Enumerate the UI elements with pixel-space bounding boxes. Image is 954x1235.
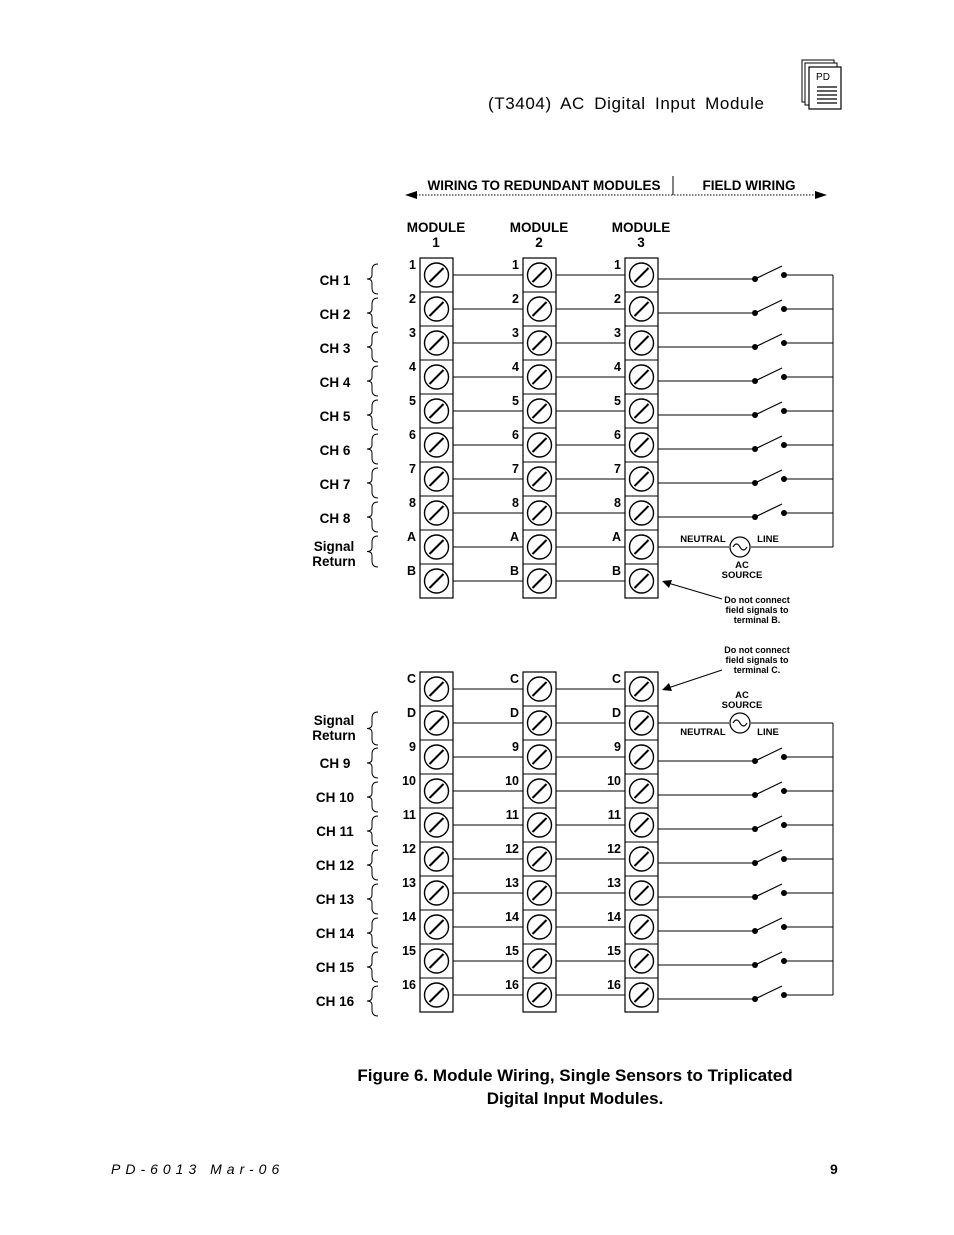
channel-label: CH 13: [315, 892, 355, 907]
terminal-label: 1: [614, 258, 621, 272]
channel-brace: [367, 816, 378, 846]
channel-label: CH 10: [315, 790, 355, 805]
switch-blade: [755, 402, 782, 415]
switch-blade: [755, 918, 782, 931]
channel-brace: [367, 986, 378, 1016]
note-b-text: field signals to: [725, 605, 789, 615]
terminal-label: 13: [607, 876, 621, 890]
terminal-label: 16: [607, 978, 621, 992]
channel-label: CH 12: [315, 858, 355, 873]
channel-label: CH 8: [319, 511, 351, 526]
channel-brace: [367, 400, 378, 430]
channel-brace: [367, 884, 378, 914]
signal-return-label: Return: [312, 554, 356, 569]
terminal-label: 12: [607, 842, 621, 856]
switch-blade: [755, 748, 782, 761]
module-number: 3: [637, 235, 645, 250]
switch-blade: [755, 266, 782, 279]
terminal-label: 7: [409, 462, 416, 476]
terminal-label: 16: [402, 978, 416, 992]
module-header-label: MODULE: [406, 220, 466, 235]
terminal-label: D: [406, 706, 416, 720]
switch-blade: [755, 986, 782, 999]
terminal-label: 8: [614, 496, 621, 510]
terminal-label: 9: [614, 740, 621, 754]
terminal-label: 9: [512, 740, 519, 754]
terminal-label: A: [406, 530, 416, 544]
terminal-label: 11: [505, 808, 519, 822]
note-b-text: Do not connect: [724, 595, 790, 605]
terminal-label: 14: [402, 910, 416, 924]
terminal-label: 10: [505, 774, 519, 788]
terminal-label: 5: [409, 394, 416, 408]
terminal-label: A: [611, 530, 621, 544]
terminal-label: 15: [505, 944, 519, 958]
terminal-label: 4: [409, 360, 416, 374]
module-number: 2: [535, 235, 543, 250]
channel-label: CH 16: [315, 994, 355, 1009]
channel-brace: [367, 264, 378, 294]
signal-return-label: Signal: [313, 713, 355, 728]
terminal-label: 13: [402, 876, 416, 890]
terminal-label: 16: [505, 978, 519, 992]
switch-blade: [755, 436, 782, 449]
signal-return-label: Return: [312, 728, 356, 743]
terminal-label: 6: [409, 428, 416, 442]
note-c-text: terminal C.: [733, 665, 781, 675]
channel-label: CH 7: [319, 477, 351, 492]
terminal-label: D: [611, 706, 621, 720]
terminal-label: 7: [614, 462, 621, 476]
terminal-label: 10: [402, 774, 416, 788]
terminal-label: C: [509, 672, 519, 686]
terminal-label: 12: [505, 842, 519, 856]
channel-brace: [367, 782, 378, 812]
terminal-label: 2: [614, 292, 621, 306]
module-header-label: MODULE: [611, 220, 671, 235]
channel-brace: [367, 366, 378, 396]
module-number: 1: [432, 235, 440, 250]
terminal-label: 3: [614, 326, 621, 340]
pd-logo-text: PD: [816, 72, 830, 83]
terminal-label: 1: [409, 258, 416, 272]
neutral-label: NEUTRAL: [680, 727, 726, 738]
terminal-label: 14: [607, 910, 621, 924]
page-header-title: (T3404) AC Digital Input Module: [488, 94, 765, 113]
terminal-label: 1: [512, 258, 519, 272]
switch-blade: [755, 952, 782, 965]
ac-source-label: SOURCE: [721, 700, 763, 711]
switch-blade: [755, 334, 782, 347]
terminal-label: 14: [505, 910, 519, 924]
terminal-label: C: [406, 672, 416, 686]
terminal-label: 4: [614, 360, 621, 374]
terminal-label: 15: [607, 944, 621, 958]
terminal-label: 5: [512, 394, 519, 408]
terminal-label: D: [509, 706, 519, 720]
footer-doc-id: PD-6013 Mar-06: [111, 1161, 285, 1177]
channel-label: CH 6: [319, 443, 351, 458]
switch-blade: [755, 816, 782, 829]
channel-brace: [367, 502, 378, 532]
caption-line-2: Digital Input Modules.: [486, 1089, 664, 1108]
ac-source-label: SOURCE: [721, 570, 763, 581]
channel-label: CH 9: [319, 756, 351, 771]
terminal-label: 8: [512, 496, 519, 510]
terminal-label: 11: [607, 808, 621, 822]
channel-brace: [367, 748, 378, 778]
channel-brace: [367, 918, 378, 948]
line-label: LINE: [757, 534, 779, 545]
line-label: LINE: [757, 727, 779, 738]
page-number: 9: [830, 1161, 838, 1177]
terminal-label: 7: [512, 462, 519, 476]
channel-brace: [367, 850, 378, 880]
terminal-label: 6: [512, 428, 519, 442]
terminal-label: 3: [409, 326, 416, 340]
terminal-label: 13: [505, 876, 519, 890]
terminal-label: B: [406, 564, 416, 578]
channel-brace: [367, 332, 378, 362]
figure-caption: [300, 1064, 850, 1110]
channel-label: CH 1: [319, 273, 351, 288]
channel-brace: [367, 434, 378, 464]
terminal-label: 4: [512, 360, 519, 374]
switch-blade: [755, 782, 782, 795]
channel-brace: [367, 298, 378, 328]
channel-label: CH 11: [316, 824, 354, 839]
note-c-text: Do not connect: [724, 645, 790, 655]
terminal-label: B: [611, 564, 621, 578]
ac-source-label: AC: [735, 560, 749, 571]
switch-blade: [755, 884, 782, 897]
terminal-label: 2: [409, 292, 416, 306]
terminal-label: 10: [607, 774, 621, 788]
terminal-label: C: [611, 672, 621, 686]
switch-blade: [755, 300, 782, 313]
terminal-label: B: [509, 564, 519, 578]
switch-blade: [755, 504, 782, 517]
module-header-label: MODULE: [509, 220, 569, 235]
channel-brace: [367, 952, 378, 982]
channel-brace: [367, 468, 378, 498]
arrow-right-label: FIELD WIRING: [702, 178, 796, 193]
channel-label: CH 4: [319, 375, 351, 390]
terminal-label: 12: [402, 842, 416, 856]
caption-line-1: Figure 6. Module Wiring, Single Sensors to Triplicated: [357, 1066, 793, 1085]
terminal-label: 6: [614, 428, 621, 442]
switch-blade: [755, 470, 782, 483]
terminal-label: 11: [402, 808, 416, 822]
neutral-label: NEUTRAL: [680, 534, 726, 545]
terminal-label: 3: [512, 326, 519, 340]
channel-label: CH 2: [319, 307, 351, 322]
channel-label: CH 3: [319, 341, 351, 356]
terminal-label: 2: [512, 292, 519, 306]
terminal-label: 8: [409, 496, 416, 510]
arrow-left-label: WIRING TO REDUNDANT MODULES: [427, 178, 661, 193]
terminal-label: 5: [614, 394, 621, 408]
channel-brace: [367, 712, 378, 745]
terminal-label: A: [509, 530, 519, 544]
switch-blade: [755, 850, 782, 863]
channel-label: CH 15: [315, 960, 355, 975]
terminal-label: 15: [402, 944, 416, 958]
channel-label: CH 5: [319, 409, 351, 424]
switch-blade: [755, 368, 782, 381]
channel-label: CH 14: [315, 926, 355, 941]
ac-source-label: AC: [735, 690, 749, 701]
note-b-text: terminal B.: [733, 615, 781, 625]
terminal-label: 9: [409, 740, 416, 754]
note-c-text: field signals to: [725, 655, 789, 665]
channel-brace: [367, 536, 378, 567]
signal-return-label: Signal: [313, 539, 355, 554]
